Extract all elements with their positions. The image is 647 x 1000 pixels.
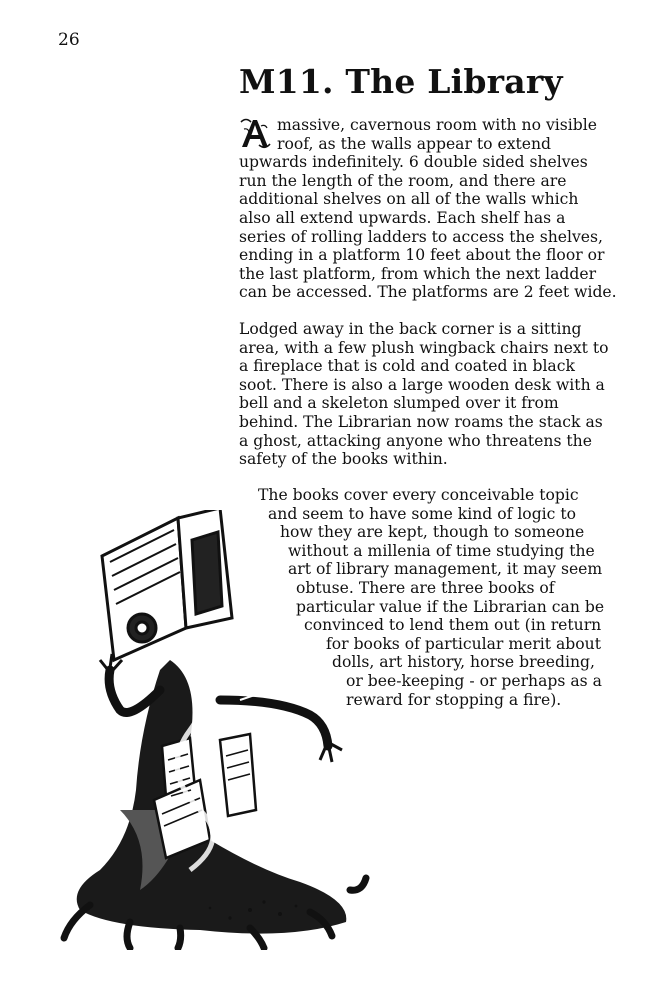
text-line: also all extend upwards. Each shelf has a bbox=[239, 208, 566, 227]
text-line: soot. There is also a large wooden desk with a bbox=[239, 375, 605, 394]
text-line: without a millenia of time studying the bbox=[288, 541, 595, 560]
text-line: obtuse. There are three books of bbox=[296, 578, 555, 597]
text-line: The books cover every conceivable topic bbox=[258, 486, 579, 504]
text-line: how they are kept, though to someone bbox=[280, 523, 585, 542]
text-line: safety of the books within. bbox=[239, 450, 448, 469]
text-line: massive, cavernous room with no visible bbox=[277, 116, 597, 134]
text-line: upwards indefinitely. 6 double sided shelves bbox=[239, 153, 588, 172]
text-line: particular value if the Librarian can be bbox=[296, 597, 605, 616]
text-line: a fireplace that is cold and coated in black bbox=[239, 357, 575, 376]
text-line: can be accessed. The platforms are 2 feet wide. bbox=[239, 283, 617, 302]
text-line: additional shelves on all of the walls which bbox=[239, 190, 579, 209]
text-line: run the length of the room, and there are bbox=[239, 171, 567, 190]
page-title: M11. The Library bbox=[239, 62, 563, 101]
text-line: a ghost, attacking anyone who threatens the bbox=[239, 431, 592, 450]
text-line: or bee-keeping - or perhaps as a bbox=[346, 671, 602, 690]
text-line: area, with a few plush wingback chairs next to bbox=[239, 338, 609, 357]
books-paragraph bbox=[0, 486, 604, 709]
text-line: bell and a skeleton slumped over it from bbox=[239, 394, 559, 413]
text-line: dolls, art history, horse breeding, bbox=[332, 653, 595, 672]
page-number: 26 bbox=[58, 30, 80, 50]
text-line: roof, as the walls appear to extend bbox=[277, 134, 552, 153]
text-line: Lodged away in the back corner is a sitting bbox=[239, 320, 582, 338]
intro-paragraph bbox=[239, 116, 617, 302]
text-line: series of rolling ladders to access the shelves, bbox=[239, 227, 603, 246]
dropcap-letter bbox=[239, 116, 271, 150]
text-line: convinced to lend them out (in return bbox=[304, 616, 602, 635]
text-line: behind. The Librarian now roams the stack as bbox=[239, 412, 603, 431]
text-line: art of library management, it may seem bbox=[288, 560, 603, 579]
text-line: ending in a platform 10 feet about the floor or bbox=[239, 246, 605, 265]
text-line: and seem to have some kind of logic to bbox=[268, 504, 577, 523]
text-line: the last platform, from which the next ladder bbox=[239, 264, 597, 283]
description-paragraph bbox=[239, 320, 609, 469]
text-line: reward for stopping a fire). bbox=[346, 690, 562, 709]
text-line: for books of particular merit about bbox=[326, 634, 601, 653]
